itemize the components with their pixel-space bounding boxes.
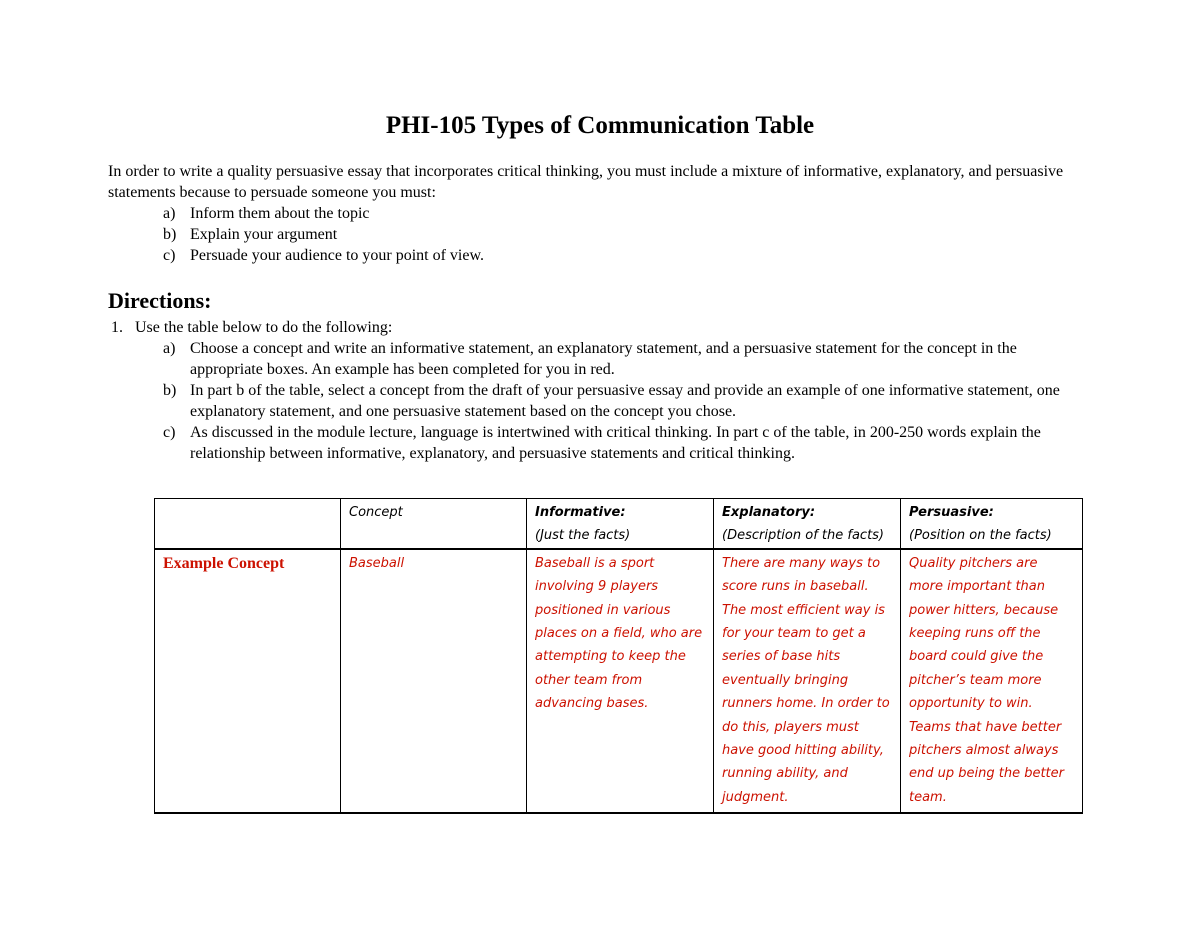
list-item-text: Explain your argument (190, 226, 338, 243)
header-explanatory-sub: (Description of the facts) (722, 528, 885, 544)
intro-section (108, 161, 1093, 266)
example-explanatory-cell: There are many ways to score runs in baseball. The most efficient way is for your team to get a series of base hits eventually bringing runners home. In order to do this, players must have good hitting ability, running ability, and judgment. (714, 549, 901, 813)
list-marker: b) (163, 382, 177, 399)
list-item-text: In part b of the table, select a concept from the draft of your persuasive essay and provide an example of one informative statement, one explanatory statement, and one persuasive statement based on the concept you chose. (190, 382, 1060, 420)
document-title: PHI-105 Types of Communication Table (385, 112, 815, 139)
header-explanatory-cell (714, 499, 901, 549)
directions-list-item (108, 338, 1093, 380)
directions-list (108, 338, 1093, 464)
intro-list-item (108, 224, 1093, 245)
communication-table (154, 498, 1083, 814)
header-persuasive-cell (901, 499, 1083, 549)
header-informative-sub: (Just the facts) (535, 528, 631, 544)
list-item-text: Choose a concept and write an informative statement, an explanatory statement, and a persuasive statement for the concept in the appropriate boxes. An example has been completed for you in red. (190, 340, 1017, 378)
intro-list-item (108, 245, 1093, 266)
directions-section (108, 287, 1093, 464)
example-concept-cell: Baseball (341, 549, 527, 813)
header-concept-cell (341, 499, 527, 549)
example-persuasive-cell: Quality pitchers are more important than power hitters, because keeping runs off the board could give the pitcher’s team more opportunity to win. Teams that have better pitchers almost always end up being the better team. (901, 549, 1083, 813)
list-marker: c) (163, 424, 176, 441)
header-informative-cell (527, 499, 714, 549)
step-text: Use the table below to do the following: (135, 319, 393, 336)
list-marker: a) (163, 340, 176, 357)
example-informative-cell: Baseball is a sport involving 9 players positioned in various places on a field, who are attempting to keep the other team from advancing bases. (527, 549, 714, 813)
example-concept-label: Example Concept (155, 549, 341, 813)
header-explanatory-label: Explanatory: (722, 505, 816, 520)
directions-list-item (108, 380, 1093, 422)
list-marker: b) (163, 226, 177, 243)
list-item-text: Inform them about the topic (190, 205, 370, 222)
header-blank-cell (155, 499, 341, 549)
header-persuasive-label: Persuasive: (909, 505, 994, 520)
intro-list-item (108, 203, 1093, 224)
directions-step (108, 317, 1093, 338)
list-item-text: Persuade your audience to your point of view. (190, 247, 484, 264)
directions-list-item (108, 422, 1093, 464)
list-marker: c) (163, 247, 176, 264)
header-concept-label: Concept (349, 505, 403, 520)
intro-paragraph: In order to write a quality persuasive essay that incorporates critical thinking, you must include a mixture of informative, explanatory, and persuasive statements because to persuade someone you must: (108, 163, 1064, 201)
intro-list (108, 203, 1093, 266)
header-persuasive-sub: (Position on the facts) (909, 528, 1052, 544)
table-row (155, 549, 1083, 813)
directions-heading: Directions: (108, 288, 212, 313)
list-item-text: As discussed in the module lecture, language is intertwined with critical thinking. In part c of the table, in 200-250 words explain the relationship between informative, explanatory, and persuasive statements and critical thinking. (190, 424, 1041, 462)
step-marker: 1. (111, 319, 123, 336)
table-header-row (155, 499, 1083, 549)
header-informative-label: Informative: (535, 505, 626, 520)
list-marker: a) (163, 205, 176, 222)
